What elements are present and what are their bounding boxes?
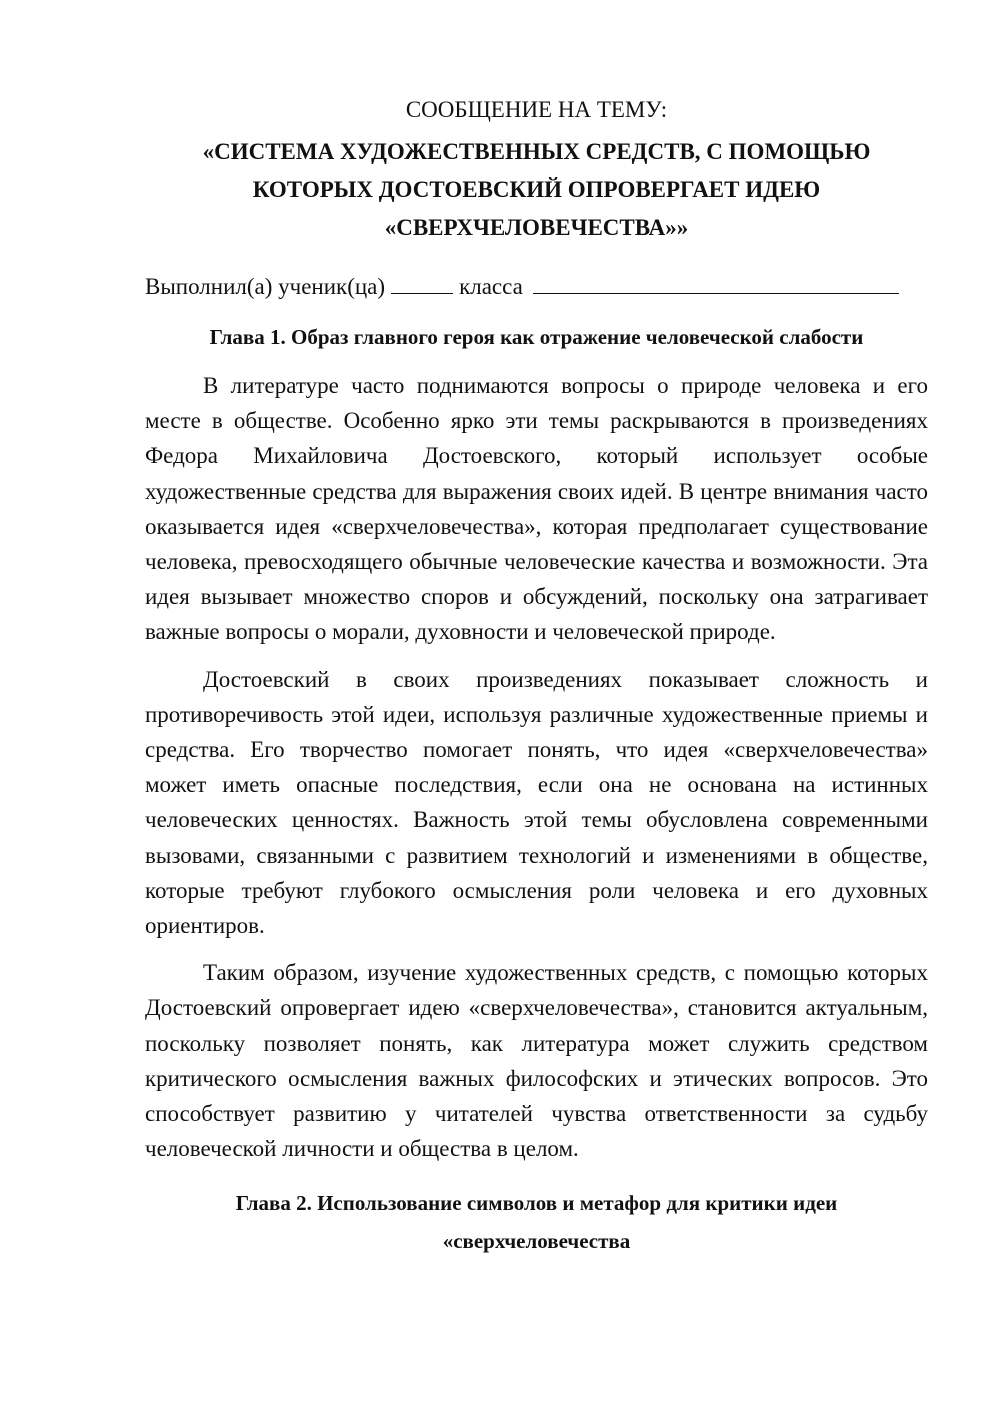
document-subtitle: СООБЩЕНИЕ НА ТЕМУ: bbox=[405, 97, 668, 122]
author-prefix: Выполнил(а) ученик(ца) bbox=[145, 274, 386, 299]
author-middle: класса bbox=[459, 274, 523, 299]
chapter-2-heading-line: «сверхчеловечества bbox=[442, 1229, 631, 1254]
paragraph: Достоевский в своих произведениях показывает сложность и противоречивость этой идеи, используя различные художественные приемы и средства. Его творчество помогает понять, что идея «сверхчеловечества» может иметь опасные последствия, если она не основана на истинных человеческих ценностях. Важность этой темы обусловлена современными вызовами, связанными с развитием технологий и изменениями в обществе, которые требуют глубокого осмысления роли человека и его духовных ориентиров. bbox=[145, 666, 928, 939]
chapter-1-heading: Глава 1. Образ главного героя как отражение человеческой слабости bbox=[209, 325, 864, 349]
chapter-2-heading bbox=[145, 1184, 928, 1260]
document-page bbox=[145, 94, 928, 1260]
class-blank bbox=[391, 271, 453, 294]
name-blank bbox=[533, 271, 899, 294]
paragraph: В литературе часто поднимаются вопросы о природе человека и его месте в обществе. Особенно ярко эти темы раскрываются в произведениях Федора Михайловича Достоевского, который использует особые художественные средства для выражения своих идей. В центре внимания часто оказывается идея «сверхчеловечества», которая предполагает существование человека, превосходящего обычные человеческие качества и возможности. Эта идея вызывает множество споров и обсуждений, поскольку она затрагивает важные вопросы о морали, духовности и человеческой природе. bbox=[145, 373, 928, 645]
paragraph: Таким образом, изучение художественных средств, с помощью которых Достоевский опровергает идею «сверхчеловечества», становится актуальным, поскольку позволяет понять, как литература может служить средством критического осмысления важных философских и этических вопросов. Это способствует развитию у читателей чувства ответственности за судьбу человеческой личности и общества в целом. bbox=[145, 960, 928, 1162]
title-line: «СИСТЕМА ХУДОЖЕСТВЕННЫХ СРЕДСТВ, С ПОМОЩЬЮ bbox=[202, 139, 871, 164]
title-line: «СВЕРХЧЕЛОВЕЧЕСТВА»» bbox=[384, 215, 689, 240]
document-title bbox=[145, 133, 928, 247]
author-line bbox=[145, 271, 928, 303]
chapter-2-heading-line: Глава 2. Использование символов и метафор для критики идеи bbox=[235, 1191, 838, 1216]
title-line: КОТОРЫХ ДОСТОЕВСКИЙ ОПРОВЕРГАЕТ ИДЕЮ bbox=[252, 177, 821, 202]
